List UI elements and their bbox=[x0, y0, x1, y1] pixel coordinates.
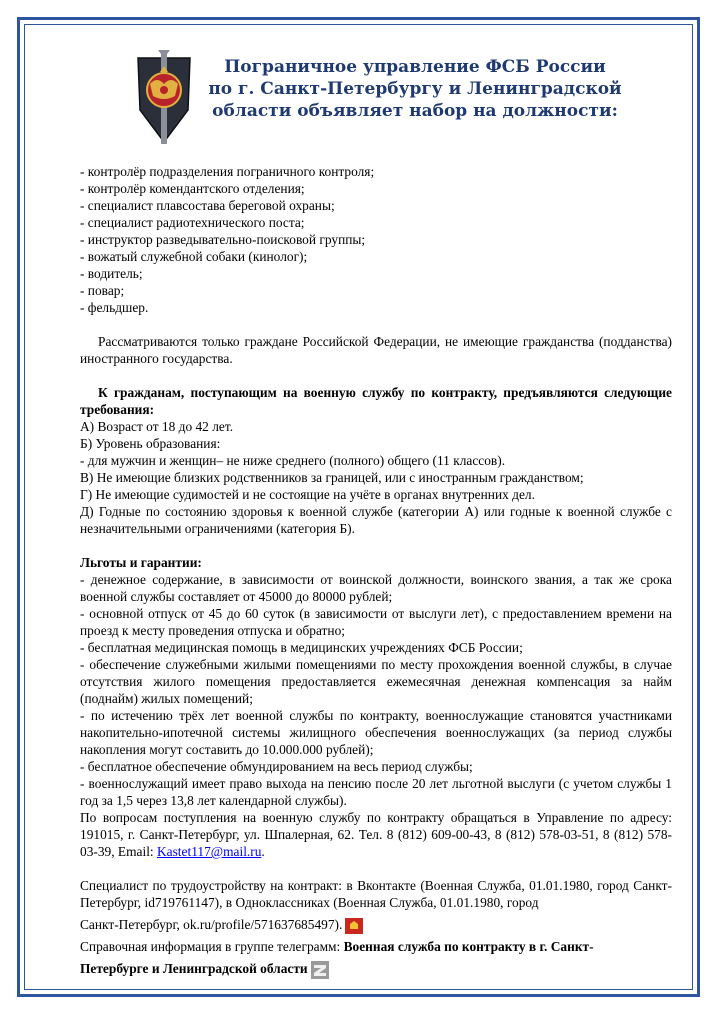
list-item: - фельдшер. bbox=[80, 300, 149, 315]
telegram-group-name-2: Петербурге и Ленинградской области bbox=[80, 961, 308, 976]
list-item: - контролёр подразделения пограничного контроля; bbox=[80, 164, 375, 179]
telegram-group-name-1: Военная служба по контракту в г. Санкт- bbox=[343, 939, 594, 954]
benefit-item: - бесплатная медицинская помощь в медицинских учреждениях ФСБ России; bbox=[80, 640, 523, 655]
contact-text: По вопросам поступления на военную службу по контракту обращаться в Управление по адресу: 191015, г. Санкт-Петербург, ул. Шпалерная, 62. Тел. 8 (812) 609-00-43, 8 (812) 578-03-51, 8 (812) 578-03-39, Email: bbox=[80, 810, 672, 859]
requirement-item: Д) Годные по состоянию здоровья к военной службе (категории А) или годные к военной службе с незначительными ограничениями (категория Б). bbox=[80, 504, 672, 536]
header-line-2: по г. Санкт-Петербургу и Ленинградской bbox=[208, 79, 622, 99]
list-item: - вожатый служебной собаки (кинолог); bbox=[80, 249, 308, 264]
benefit-item: - по истечению трёх лет военной службы по контракту, военнослужащие становятся участниками накопительно-ипотечной системы жилищного обеспечения военнослужащих (за период службы накопления могут составить до 10.000.000 рублей); bbox=[80, 708, 672, 757]
list-item: - водитель; bbox=[80, 266, 143, 281]
header-line-1: Пограничное управление ФСБ России bbox=[224, 57, 606, 77]
list-item: - специалист плавсостава береговой охраны; bbox=[80, 198, 335, 213]
social-text-end: Санкт-Петербург, ok.ru/profile/571637685497). bbox=[80, 917, 343, 932]
social-paragraph-end bbox=[80, 911, 672, 938]
header-line-3: области объявляет набор на должности: bbox=[212, 101, 618, 121]
red-flag-icon bbox=[345, 918, 363, 934]
z-symbol-icon bbox=[311, 961, 329, 979]
email-link[interactable]: Kastet117@mail.ru bbox=[156, 844, 262, 859]
fsb-emblem-icon bbox=[128, 50, 200, 148]
contact-end: . bbox=[261, 844, 265, 859]
benefit-item: - основной отпуск от 45 до 60 суток (в зависимости от выслуги лет), с предоставлением времени на проезд к месту проведения отпуска и обратно; bbox=[80, 606, 672, 638]
document-body bbox=[80, 163, 672, 982]
citizenship-paragraph: Рассматриваются только граждане Российской Федерации, не имеющие гражданства (подданства) иностранного государства. bbox=[80, 334, 672, 366]
telegram-prefix: Справочная информация в группе телеграмм: bbox=[80, 939, 344, 954]
requirement-item: Б) Уровень образования: bbox=[80, 436, 221, 451]
benefit-item: - бесплатное обеспечение обмундированием на весь период службы; bbox=[80, 759, 473, 774]
page-header bbox=[200, 56, 630, 122]
list-item: - повар; bbox=[80, 283, 125, 298]
benefit-item: - военнослужащий имеет право выхода на пенсию после 20 лет льготной выслуги (с учетом службы 1 год за 1,5 через 13,8 лет календарной службы). bbox=[80, 776, 672, 808]
contact-paragraph bbox=[80, 809, 672, 860]
benefit-item: - денежное содержание, в зависимости от воинской должности, воинского звания, а так же срока военной службы составляет от 45000 до 80000 рублей; bbox=[80, 572, 672, 604]
benefit-item: - обеспечение служебными жилыми помещениями по месту прохождения военной службы, в случае отсутствия жилого помещения предоставляется ежемесячная денежная компенсация за найм (поднайм) жилых помещений; bbox=[80, 657, 672, 706]
benefits-heading: Льготы и гарантии: bbox=[80, 555, 202, 570]
positions-list bbox=[80, 163, 672, 316]
telegram-paragraph-end bbox=[80, 955, 672, 982]
requirement-item: - для мужчин и женщин– не ниже среднего (полного) общего (11 классов). bbox=[80, 453, 506, 468]
requirements-heading: К гражданам, поступающим на военную службу по контракту, предъявляются следующие требования: bbox=[80, 385, 672, 417]
requirement-item: Г) Не имеющие судимостей и не состоящие на учёте в органах внутренних дел. bbox=[80, 487, 535, 502]
list-item: - инструктор разведывательно-поисковой группы; bbox=[80, 232, 366, 247]
list-item: - контролёр комендантского отделения; bbox=[80, 181, 305, 196]
telegram-paragraph bbox=[80, 938, 672, 955]
requirement-item: А) Возраст от 18 до 42 лет. bbox=[80, 419, 234, 434]
list-item: - специалист радиотехнического поста; bbox=[80, 215, 305, 230]
requirement-item: В) Не имеющие близких родственников за границей, или с иностранным гражданством; bbox=[80, 470, 584, 485]
social-paragraph: Специалист по трудоустройству на контракт: в Вконтакте (Военная Служба, 01.01.1980, город Санкт-Петербург, id719761147), в Одноклассниках (Военная Служба, 01.01.1980, город bbox=[80, 878, 672, 910]
